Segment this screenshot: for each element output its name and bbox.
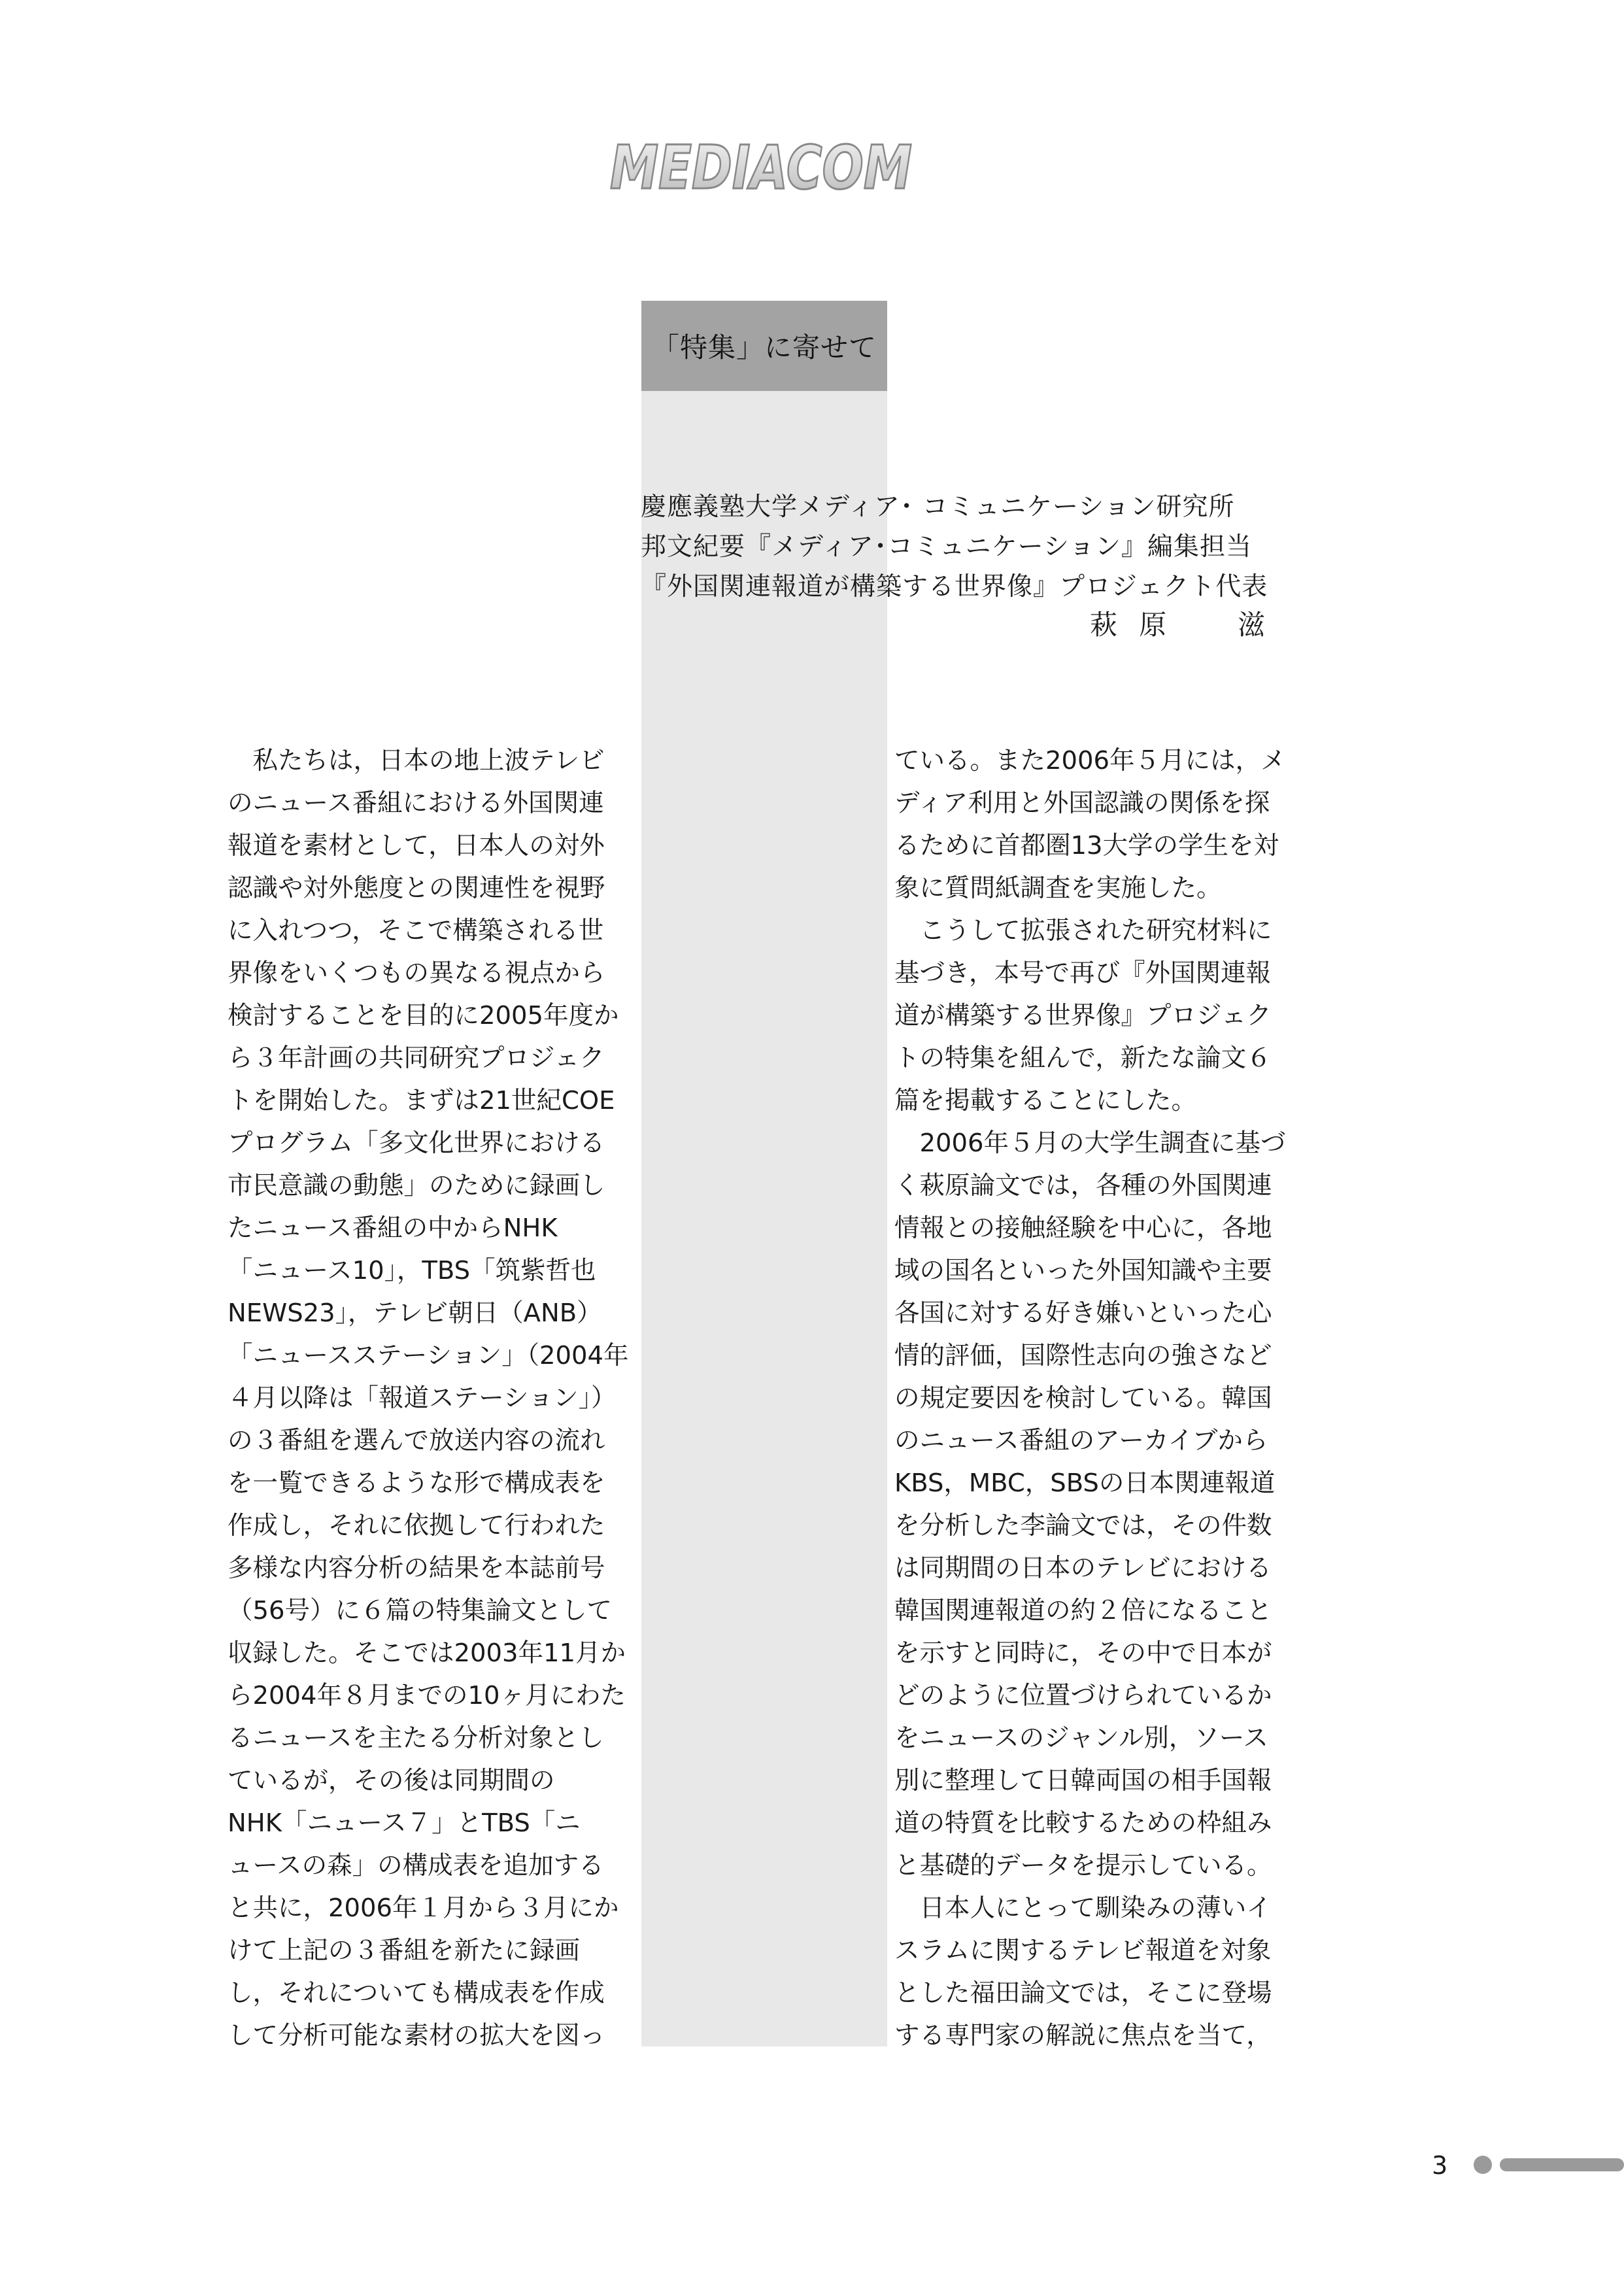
text-line: 域の国名といった外国知識や主要 — [894, 1256, 1272, 1285]
text-line: を分析した李論文では，その件数 — [894, 1511, 1272, 1540]
text-line: とした福田論文では，そこに登場 — [894, 1978, 1272, 2008]
text-line: けて上記の３番組を新たに録画 — [228, 1936, 581, 1965]
text-line: して分析可能な素材の拡大を図っ — [228, 2021, 605, 2050]
text-line: NHK「ニュース７」とTBS「ニ — [228, 1808, 581, 1838]
text-line: 認識や対外態度との関連性を視野 — [228, 874, 605, 903]
text-line: 基づき，本号で再び『外国関連報 — [894, 959, 1271, 988]
text-line: るために首都圏13大学の学生を対 — [894, 831, 1279, 860]
affiliation-line: 慶應義塾大学メディア･ コミュニケーション研究所 — [641, 492, 1235, 522]
text-line: 2006年５月の大学生調査に基づ — [894, 1129, 1286, 1158]
text-line: し，それについても構成表を作成 — [228, 1978, 605, 2008]
text-line: 作成し，それに依拠して行われた — [228, 1511, 605, 1540]
text-line: ４月以降は「報道ステーション」） — [228, 1383, 617, 1413]
text-line: 「ニュースステーション」（2004年 — [228, 1341, 629, 1370]
body-column-right — [894, 739, 1313, 2057]
text-line: する専門家の解説に焦点を当て， — [894, 2021, 1272, 2050]
text-line: トの特集を組んで，新たな論文６ — [894, 1044, 1272, 1073]
text-line: 市民意識の動態」のために録画し — [228, 1171, 605, 1200]
text-line: と基礎的データを提示している。 — [894, 1851, 1272, 1880]
text-line: 界像をいくつもの異なる視点から — [228, 959, 605, 988]
text-line: を示すと同時に，その中で日本が — [894, 1638, 1272, 1668]
page-bar-ornament — [1500, 2158, 1624, 2171]
text-line: は同期間の日本のテレビにおける — [894, 1553, 1272, 1583]
text-line: KBS，MBC，SBSの日本関連報道 — [894, 1468, 1276, 1498]
text-line: ているが，その後は同期間の — [228, 1766, 555, 1795]
text-line: NEWS23」，テレビ朝日（ANB） — [228, 1298, 602, 1328]
text-line: の規定要因を検討している。韓国 — [894, 1383, 1272, 1413]
page-number: 3 — [1432, 2151, 1448, 2180]
text-line: 道が構築する世界像』プロジェク — [894, 1001, 1272, 1030]
text-line: るニュースを主たる分析対象とし — [228, 1723, 604, 1753]
text-line: 韓国関連報道の約２倍になること — [894, 1596, 1272, 1625]
text-line: （56号）に６篇の特集論文として — [228, 1596, 612, 1625]
text-line: 「ニュース10」，TBS「筑紫哲也 — [228, 1256, 596, 1285]
affiliation-line: 『外国関連報道が構築する世界像』プロジェクト代表 — [641, 572, 1268, 602]
text-line: ディア利用と外国認識の関係を探 — [894, 789, 1270, 818]
text-line: ている。また2006年５月には，メ — [894, 746, 1286, 775]
text-line: 収録した。そこでは2003年11月か — [228, 1638, 626, 1668]
text-line: どのように位置づけられているか — [894, 1681, 1272, 1710]
text-line: 日本人にとって馴染みの薄いイ — [894, 1893, 1272, 1923]
text-line: プログラム「多文化世界における — [228, 1129, 605, 1158]
text-line: ら2004年８月までの10ヶ月にわた — [228, 1681, 626, 1710]
text-line: 別に整理して日韓両国の相手国報 — [894, 1766, 1272, 1795]
text-line: 情的評価，国際性志向の強さなど — [894, 1341, 1272, 1370]
text-line: のニュース番組のアーカイブから — [894, 1426, 1268, 1455]
text-line: の３番組を選んで放送内容の流れ — [228, 1426, 605, 1455]
text-line: 報道を素材として，日本人の対外 — [228, 831, 605, 860]
text-line: く萩原論文では，各種の外国関連 — [894, 1171, 1272, 1200]
text-line: たニュース番組の中からNHK — [228, 1213, 558, 1243]
text-line: 私たちは，日本の地上波テレビ — [228, 746, 605, 775]
section-banner — [641, 301, 887, 391]
text-line: 多様な内容分析の結果を本誌前号 — [228, 1553, 605, 1583]
text-line: のニュース番組における外国関連 — [228, 789, 604, 818]
text-line: 象に質問紙調査を実施した。 — [894, 874, 1222, 903]
text-line: に入れつつ，そこで構築される世 — [228, 916, 604, 945]
text-line: こうして拡張された研究材料に — [894, 916, 1272, 945]
affiliation-line: 邦文紀要『メディア･コミュニケーション』編集担当 — [641, 532, 1253, 562]
text-line: 各国に対する好き嫌いといった心 — [894, 1298, 1272, 1328]
text-line: 検討することを目的に2005年度か — [228, 1001, 619, 1030]
text-line: 篇を掲載することにした。 — [894, 1086, 1197, 1115]
text-line: ら３年計画の共同研究プロジェク — [228, 1044, 605, 1073]
text-line: と共に，2006年１月から３月にか — [228, 1893, 619, 1923]
author-name: 萩 原 滋 — [1089, 609, 1272, 641]
text-line: 情報との接触経験を中心に，各地 — [894, 1213, 1272, 1243]
text-line: をニュースのジャンル別，ソース — [894, 1723, 1268, 1753]
mediacom-logo — [605, 131, 919, 203]
text-line: トを開始した。まずは21世紀COE — [228, 1086, 615, 1115]
text-line: スラムに関するテレビ報道を対象 — [894, 1936, 1272, 1965]
page-dot-ornament — [1474, 2156, 1492, 2174]
author-affiliation — [641, 487, 1294, 607]
section-title: 「特集」に寄せて — [651, 331, 877, 364]
logo-text: MEDIACOM — [610, 133, 912, 203]
body-column-left — [228, 739, 646, 2057]
text-line: 道の特質を比較するための枠組み — [894, 1808, 1272, 1838]
text-line: を一覧できるような形で構成表を — [228, 1468, 605, 1498]
text-line: ュースの森」の構成表を追加する — [228, 1851, 604, 1880]
